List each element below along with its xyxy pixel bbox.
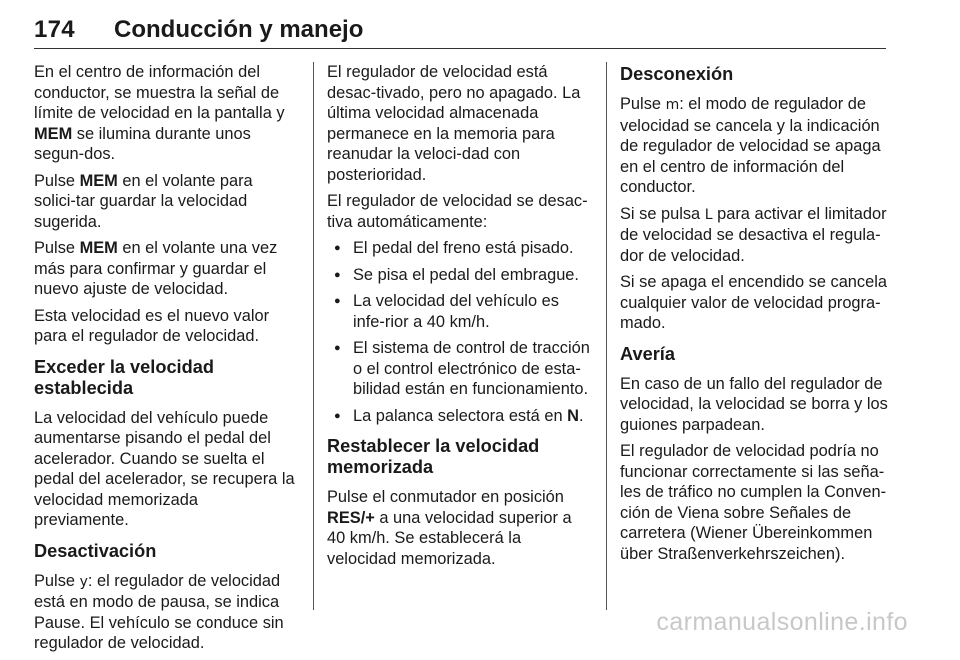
paragraph: En el centro de información del conductor, se muestra la señal de límite de velocidad en la pantalla y MEM se ilumina durante unos segun-dos. <box>34 63 285 163</box>
speed-limiter-icon: L <box>704 206 713 223</box>
section-heading-fault: Avería <box>620 343 675 364</box>
paragraph: En caso de un fallo del regulador de velocidad, la velocidad se borra y los guiones parpadean. <box>620 374 888 434</box>
list-item: ● Se pisa el pedal del embrague. <box>327 265 591 286</box>
auto-deactivation-list <box>327 238 591 426</box>
mem-button-label: MEM <box>79 171 118 190</box>
paragraph: Pulse MEM en el volante una vez más para confirmar y guardar el nuevo ajuste de velocidad. <box>34 239 278 298</box>
chapter-title: Conducción y manejo <box>114 16 364 43</box>
section-heading-restore-speed: Restablecer la velocidad memorizada <box>327 436 540 477</box>
paragraph: El regulador de velocidad se desac-tiva automáticamente: <box>327 192 588 231</box>
page-number: 174 <box>34 16 75 43</box>
section-heading-deactivation: Desactivación <box>34 540 157 561</box>
cancel-cruise-icon: m <box>665 97 680 113</box>
paragraph: El regulador de velocidad podría no funcionar correctamente si las seña-les de tráfico no cumplen la Conven-ción de Viena sobre Señales de carretera (Wiener Übereinkommen über Straßenverkehrszeichen). <box>620 442 887 563</box>
paragraph: Esta velocidad es el nuevo valor para el regulador de velocidad. <box>34 306 270 345</box>
paragraph: Pulse m: el modo de regulador de velocidad se cancela y la indicación de regulador de velocidad se apaga en el centro de información del conductor. <box>620 95 881 196</box>
column-2 <box>327 62 591 575</box>
mem-button-label: MEM <box>34 124 73 143</box>
paragraph: Si se apaga el encendido se cancela cualquier valor de velocidad progra-mado. <box>620 273 887 332</box>
paragraph: Si se pulsa L para activar el limitador de velocidad se desactiva el regula-dor de velocidad. <box>620 204 887 265</box>
res-switch-label: RES/+ <box>327 508 375 527</box>
list-item: ● El sistema de control de tracción o el control electrónico de esta-bilidad están en funcionamiento. <box>327 338 591 400</box>
section-heading-disconnection: Desconexión <box>620 64 734 84</box>
section-heading-exceed-speed: Exceder la velocidad establecida <box>34 356 214 398</box>
paragraph: La velocidad del vehículo puede aumentarse pisando el pedal del acelerador. Cuando se suelta el pedal del acelerador, se recupera la velocidad memorizada previamente. <box>34 408 295 529</box>
list-item: ● El pedal del freno está pisado. <box>327 238 591 259</box>
column-3 <box>620 62 888 570</box>
paragraph: Pulse y: el regulador de velocidad está en modo de pausa, se indica Pause. El vehículo se conduce sin regulador de velocidad. <box>34 571 284 652</box>
paragraph: Pulse MEM en el volante para solici-tar guardar la velocidad sugerida. <box>34 171 253 231</box>
column-divider-1 <box>313 62 314 610</box>
pause-cruise-icon: y <box>79 573 88 590</box>
list-item: ● La velocidad del vehículo es infe-rior a 40 km/h. <box>327 291 591 332</box>
watermark: carmanualsonline.info <box>656 608 908 636</box>
mem-button-label: MEM <box>79 239 118 257</box>
paragraph: El regulador de velocidad está desac-tivado, pero no apagado. La última velocidad almacenada permanece en la memoria para reanudar la veloci-dad con posterioridad. <box>327 63 581 184</box>
paragraph: Pulse el conmutador en posición RES/+ a una velocidad superior a 40 km/h. Se establecerá la velocidad memorizada. <box>327 488 572 568</box>
column-1 <box>34 62 296 660</box>
list-item: ● La palanca selectora está en N. <box>327 406 591 427</box>
page-header <box>34 14 886 49</box>
column-divider-2 <box>606 62 607 610</box>
